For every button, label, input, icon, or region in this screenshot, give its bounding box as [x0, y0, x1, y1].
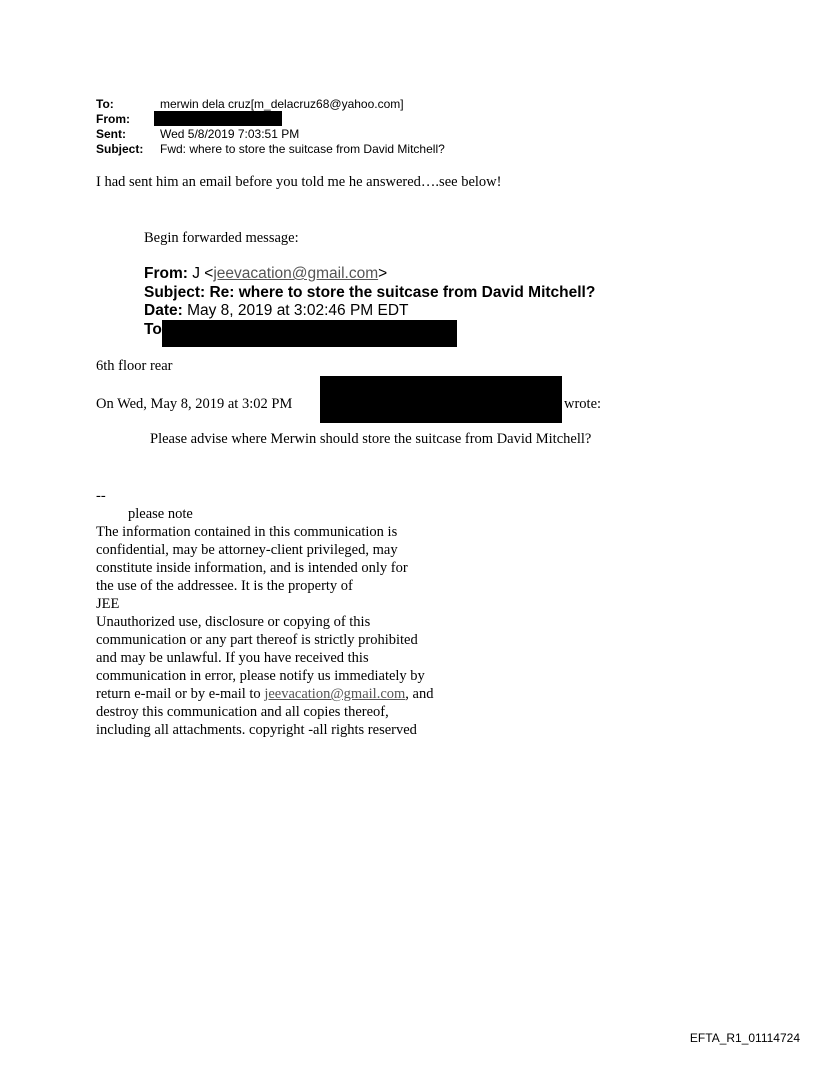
fwd-from-close: > [378, 265, 388, 282]
redaction-box [154, 111, 282, 126]
quote-intro-start: On Wed, May 8, 2019 at 3:02 PM [96, 396, 293, 412]
disclaimer-line: the use of the addressee. It is the property of [96, 578, 353, 594]
return-email-link[interactable]: jeevacation@gmail.com [264, 686, 406, 702]
to-value: merwin dela cruz[m_delacruz68@yahoo.com] [160, 97, 404, 111]
disclaimer-block [96, 523, 433, 739]
redaction-box [320, 376, 562, 423]
reply-text: 6th floor rear [96, 358, 173, 374]
quote-intro-end: wrote: [564, 396, 602, 412]
disclaimer-line: including all attachments. copyright -all rights reserved [96, 722, 417, 738]
disclaimer-line: confidential, may be attorney-client privileged, may [96, 542, 398, 558]
signature-dashes: -- [96, 488, 106, 504]
intro-text: I had sent him an email before you told me he answered….see below! [96, 174, 502, 190]
redaction-box [162, 320, 457, 347]
return-suffix: , and [405, 686, 434, 702]
fwd-from-label: From: [144, 265, 188, 282]
quoted-text: Please advise where Merwin should store the suitcase from David Mitchell? [150, 431, 592, 447]
fwd-date-value: May 8, 2019 at 3:02:46 PM EDT [187, 302, 409, 319]
sent-label: Sent: [96, 127, 126, 141]
from-label: From: [96, 112, 130, 126]
disclaimer-line: and may be unlawful. If you have received this [96, 650, 369, 666]
fwd-date-line [144, 302, 409, 320]
fwd-from-email-link[interactable]: jeevacation@gmail.com [213, 265, 379, 282]
subject-label: Subject: [96, 142, 144, 156]
disclaimer-return-line [96, 685, 433, 703]
subject-value: Fwd: where to store the suitcase from David Mitchell? [160, 142, 445, 156]
fwd-subject-line [144, 284, 595, 302]
disclaimer-line: constitute inside information, and is intended only for [96, 560, 408, 576]
disclaimer-line: destroy this communication and all copies thereof, [96, 704, 389, 720]
fwd-subject-value: Re: where to store the suitcase from David Mitchell? [209, 284, 596, 301]
document-id: EFTA_R1_01114724 [689, 1031, 800, 1045]
disclaimer-line: communication in error, please notify us immediately by [96, 668, 425, 684]
disclaimer-line: The information contained in this communication is [96, 524, 398, 540]
signature-note: please note [128, 506, 193, 522]
forward-begin: Begin forwarded message: [144, 230, 299, 246]
sent-value: Wed 5/8/2019 7:03:51 PM [160, 127, 300, 141]
disclaimer-line: Unauthorized use, disclosure or copying of this [96, 614, 371, 630]
fwd-subject-label: Subject: [144, 284, 206, 301]
fwd-from-line [144, 265, 387, 283]
disclaimer-line: communication or any part thereof is strictly prohibited [96, 632, 418, 648]
to-label: To: [96, 97, 114, 111]
return-prefix: return e-mail or by e-mail to [96, 686, 265, 702]
fwd-from-name: J < [192, 265, 214, 282]
fwd-to-label: To [144, 321, 162, 338]
fwd-date-label: Date: [144, 302, 183, 319]
disclaimer-line: JEE [96, 596, 120, 612]
